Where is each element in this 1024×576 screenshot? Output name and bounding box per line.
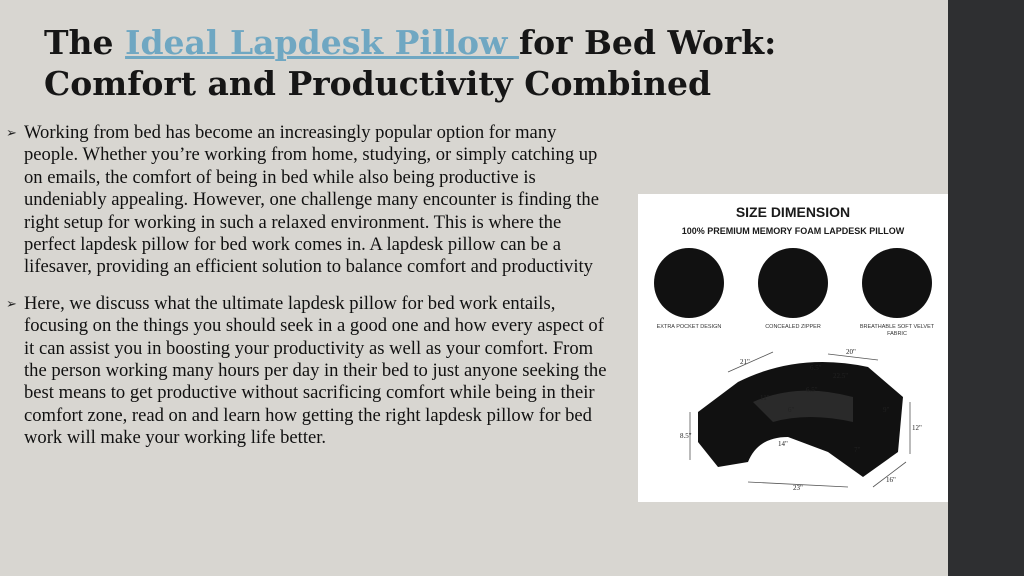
- feature-fabric: [854, 248, 940, 338]
- dim-label: 6": [788, 406, 795, 414]
- title-line2: Comfort and Productivity Combined: [44, 64, 712, 103]
- dim-label: 7": [854, 446, 861, 454]
- zipper-photo: [758, 248, 828, 318]
- product-image: [638, 194, 948, 502]
- bullet-item: [6, 122, 614, 279]
- dim-label: 16": [886, 476, 896, 484]
- feature-zipper: [750, 248, 836, 331]
- image-title: SIZE DIMENSION: [735, 204, 851, 220]
- bullet-list: [6, 122, 614, 450]
- bullet-text: Working from bed has become an increasingly popular option for many people. Whether you’re working from home, studying, or simply catching up on emails, the comfort of being in bed while also being productive is undeniably appealing. However, one challenge many encounter is finding the right setup for working in such a relaxed environment. This is where the perfect lapdesk pillow for bed work comes in. A lapdesk pillow can be a lifesaver, providing an efficient solution to balance comfort and productivity: [24, 122, 599, 278]
- slide-title: [44, 22, 934, 104]
- bullet-arrow-icon: ➢: [6, 295, 17, 311]
- fabric-photo: [862, 248, 932, 318]
- dim-label: 23": [793, 484, 803, 492]
- title-link[interactable]: Ideal Lapdesk Pillow: [125, 23, 519, 62]
- dim-label: 21": [740, 358, 750, 366]
- pocket-photo: [654, 248, 724, 318]
- dim-label: 6.5": [810, 364, 822, 372]
- pillow-dimension-diagram: [678, 342, 922, 492]
- image-subtitle: 100% PREMIUM MEMORY FOAM LAPDESK PILLOW: [681, 226, 905, 236]
- bullet-item: [6, 293, 614, 450]
- dim-label: 9": [883, 406, 890, 414]
- dim-label: 14": [778, 440, 788, 448]
- feature-pocket: [646, 248, 732, 331]
- feature-caption: EXTRA POCKET DESIGN: [656, 324, 722, 330]
- dim-label: 22.5": [833, 372, 849, 380]
- title-prefix: The: [44, 23, 126, 62]
- dim-label: 6.5": [806, 386, 818, 394]
- feature-caption: CONCEALED ZIPPER: [765, 324, 821, 330]
- bullet-arrow-icon: ➢: [6, 125, 17, 140]
- dim-label: 20": [846, 348, 856, 356]
- bullet-text: Here, we discuss what the ultimate lapdesk pillow for bed work entails, focusing on the things you should seek in a good one and how every aspect of it can assist you in boosting your productivity as well as your comfort. From the person working many hours per day in their bed to just anyone seeking the best means to get productive without sacrificing comfort while being in their comfort zone, read on and learn how getting the right lapdesk pillow for bed work will make your working life better.: [24, 292, 607, 449]
- dim-label: 11": [760, 394, 770, 402]
- dim-label: 8.5": [680, 432, 692, 440]
- title-suffix: for Bed Work:: [518, 23, 777, 62]
- dim-label: 12": [912, 424, 922, 432]
- feature-caption: BREATHABLE SOFT VELVET FABRIC: [859, 324, 935, 337]
- right-side-bar: [948, 0, 1024, 576]
